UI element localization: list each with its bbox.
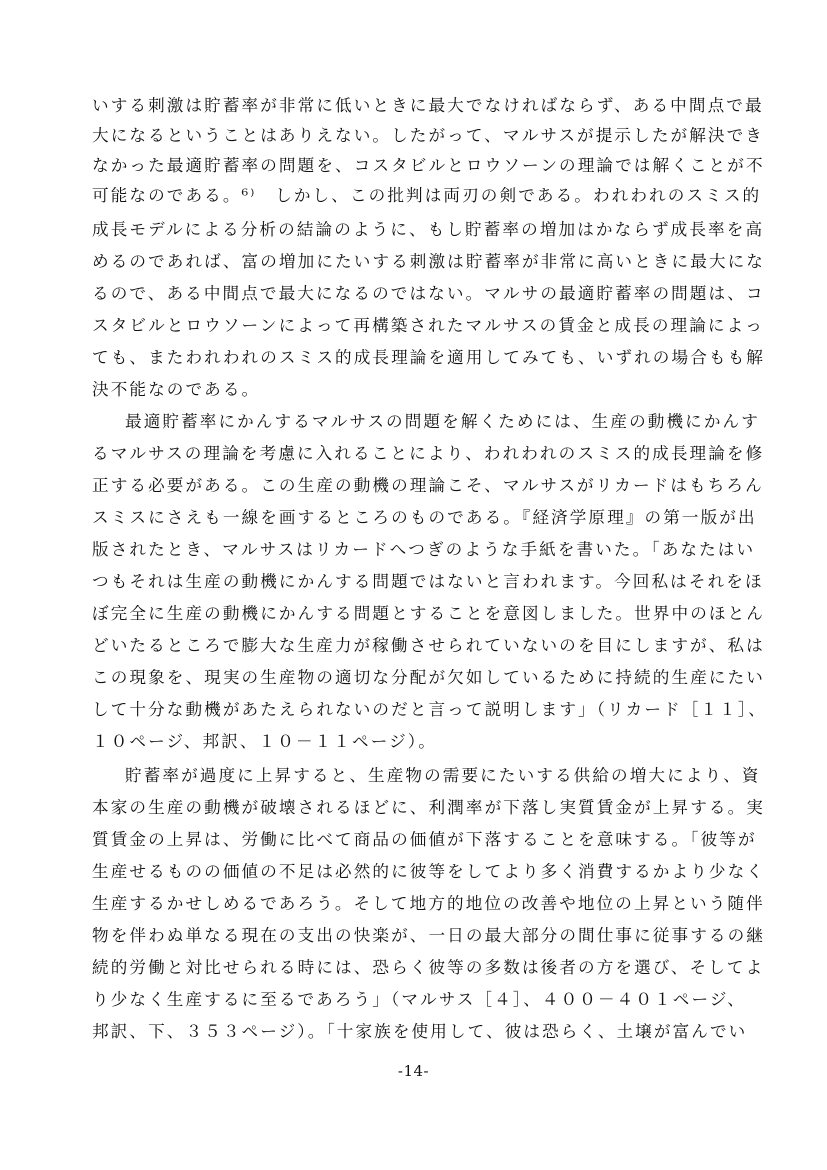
text-line: るマルサスの理論を考慮に入れることにより、われわれのスミス的成長理論を修 — [92, 444, 765, 463]
text-line: 大になるということはありえない。したがって、マルサスが提示したが解決でき — [92, 126, 764, 145]
text-line: １０ページ、邦訳、１０－１１ページ）。 — [92, 732, 437, 751]
text-line: ても、またわれわれのスミス的成長理論を適用してみても、いずれの場合もも解 — [92, 348, 765, 367]
text-line: 本家の生産の動機が破壊されるほどに、利潤率が下落し実質賃金が上昇する。実 — [92, 798, 765, 817]
text-line: 生産するかせしめるであろう。そして地方的地位の改善や地位の上昇という随伴 — [92, 894, 765, 913]
text-line: 成長モデルによる分析の結論のように、もし貯蓄率の増加はかならず成長率を高 — [92, 220, 765, 239]
text-line: り少なく生産するに至るであろう」（マルサス［４］、４００－４０１ページ、 — [92, 990, 746, 1009]
text-line: なかった最適貯蓄率の問題を、コスタビルとロウソーンの理論では解くことが不 — [92, 156, 765, 175]
text-line: 正する必要がある。この生産の動機の理論こそ、マルサスがリカードはもちろん — [92, 476, 764, 495]
text-line: るので、ある中間点で最大になるのではない。マルサの最適貯蓄率の問題は、コ — [92, 284, 765, 303]
text-line: この現象を、現実の生産物の適切な分配が欠如しているために持続的生産にたい — [92, 668, 765, 687]
paragraph-start-line: 貯蓄率が過度に上昇すると、生産物の需要にたいする供給の増大により、資 — [125, 766, 761, 785]
text-line: スミスにさえも一線を画するところのものである。『経済学原理』の第一版が出 — [92, 508, 757, 527]
text-line: 邦訳、下、３５３ページ）。「十家族を使用して、彼は恐らく、土壌が富んでい — [92, 1022, 748, 1041]
text-line: どいたるところで膨大な生産力が稼働させられていないのを目にしますが、私は — [92, 636, 765, 655]
text-line: 版されたとき、マルサスはリカードへつぎのような手紙を書いた。「あなたはい — [92, 540, 756, 559]
text-line: して十分な動機があたえられないのだと言って説明します」（リカード［１１］、 — [92, 700, 767, 719]
text-line: スタビルとロウソーンによって再構築されたマルサスの賃金と成長の理論によっ — [92, 316, 764, 335]
text-line: めるのであれば、富の増加にたいする刺激は貯蓄率が非常に高いときに最大にな — [92, 252, 765, 271]
text-line: ぼ完全に生産の動機にかんする問題とすることを意図しました。世界中のほとん — [92, 604, 765, 623]
text-line: 質賃金の上昇は、労働に比べて商品の価値が下落することを意味する。「彼等が — [92, 830, 757, 849]
paragraph-start-line: 最適貯蓄率にかんするマルサスの問題を解くためには、生産の動機にかんす — [125, 412, 760, 431]
page-number: -14- — [397, 1062, 430, 1080]
text-line: 決不能なのである。 — [92, 380, 261, 399]
text-line: 物を伴わぬ単なる現在の支出の快楽が、一日の最大部分の間仕事に従事するの継 — [92, 926, 765, 945]
text-line: 続的労働と対比せられる時には、恐らく彼等の多数は後者の方を選び、そしてよ — [92, 958, 765, 977]
text-line: いする刺激は貯蓄率が非常に低いときに最大でなければならず、ある中間点で最 — [92, 96, 764, 115]
text-line: 可能なのである。⁶⁾ しかし、この批判は両刃の剣である。われわれのスミス的 — [92, 186, 762, 205]
text-line: 生産せるものの価値の不足は必然的に彼等をしてより多く消費するかより少なく — [92, 862, 765, 881]
text-line: つもそれは生産の動機にかんする問題ではないと言われます。今回私はそれをほ — [92, 572, 764, 591]
